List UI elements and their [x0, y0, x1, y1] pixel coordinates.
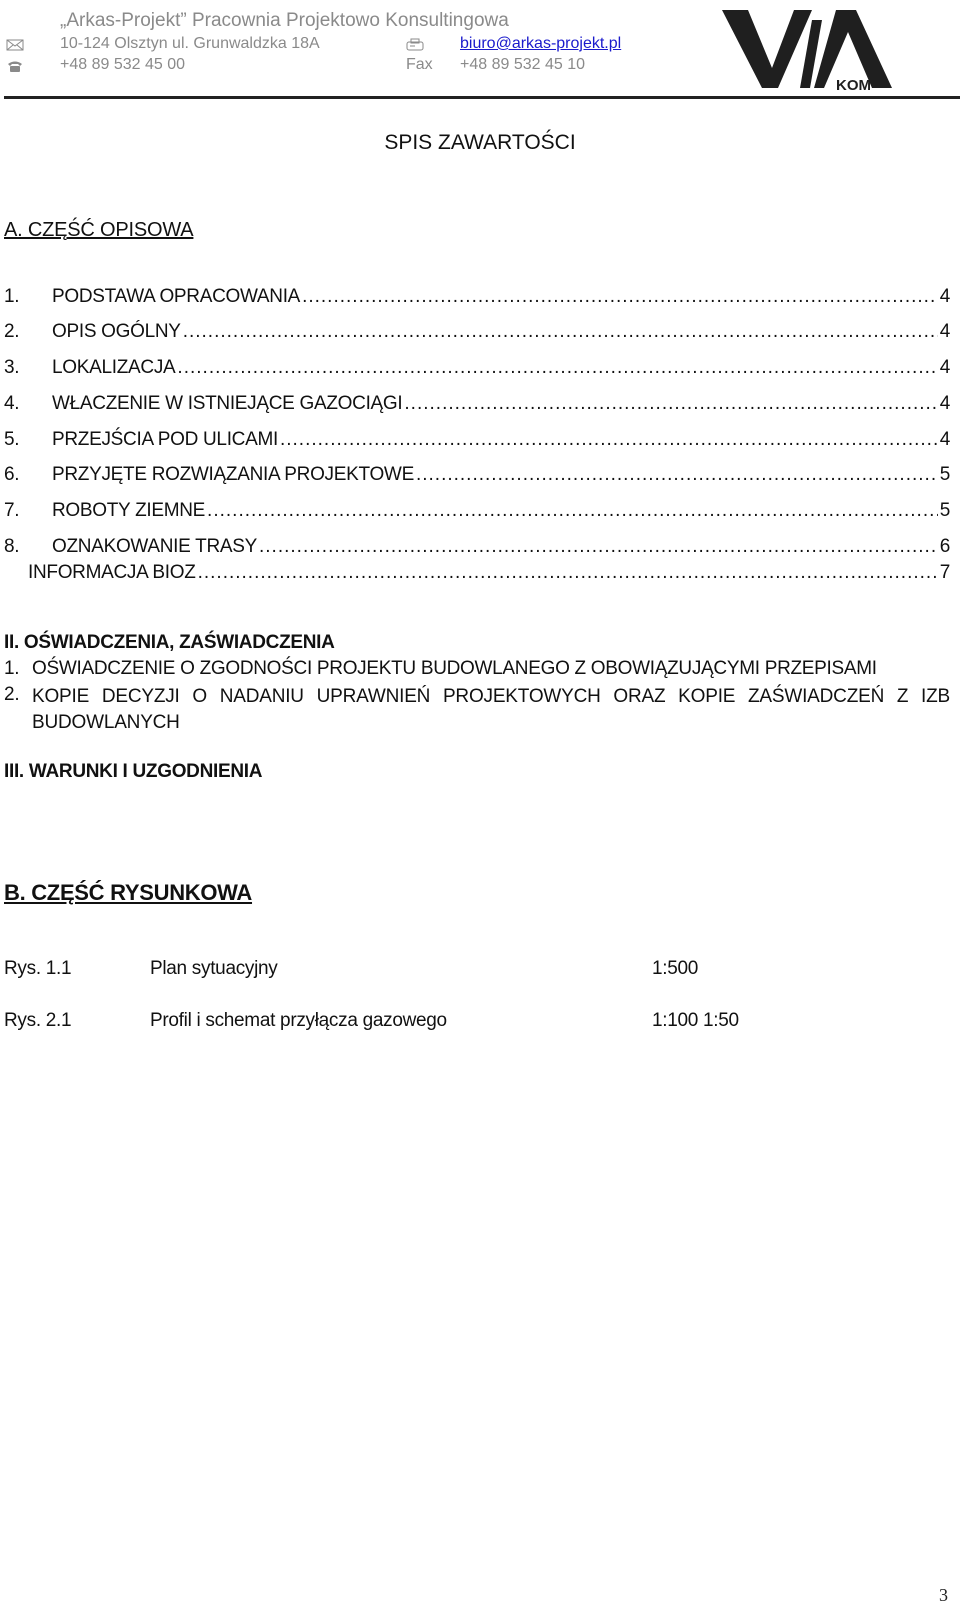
envelope-icon: [6, 38, 24, 52]
toc-row[interactable]: [4, 464, 950, 488]
email-link[interactable]: biuro@arkas-projekt.pl: [460, 35, 622, 52]
company-fax: +48 89 532 45 10: [460, 56, 586, 73]
toc-leader-dots: [416, 464, 938, 486]
toc-row[interactable]: [4, 393, 950, 417]
list-item-text: OŚWIADCZENIE O ZGODNOŚCI PROJEKTU BUDOWLANEGO Z OBOWIĄZUJĄCYMI PRZEPISAMI: [32, 658, 877, 679]
list-item-text: KOPIE DECYZJI O NADANIU UPRAWNIEŃ PROJEKTOWYCH ORAZ KOPIE ZAŚWIADCZEŃ Z IZB BUDOWLANYCH: [32, 686, 950, 733]
toc-title: OZNAKOWANIE TRASY: [52, 536, 257, 557]
toc-page: 6: [939, 536, 950, 557]
toc-number: 7.: [4, 500, 20, 521]
fax-icon: [406, 38, 424, 52]
toc-page: 4: [939, 321, 950, 342]
toc-title: OPIS OGÓLNY: [52, 321, 181, 342]
section-b-heading: B. CZĘŚĆ RYSUNKOWA: [4, 880, 253, 905]
section-a-heading: A. CZĘŚĆ OPISOWA: [4, 219, 194, 241]
drawing-row: [4, 958, 950, 984]
drawing-row: [4, 1010, 950, 1036]
toc-title: PRZEJŚCIA POD ULICAMI: [52, 429, 278, 450]
company-phone: +48 89 532 45 00: [60, 56, 186, 73]
fax-label: Fax: [406, 56, 433, 73]
drawing-name: Profil i schemat przyłącza gazowego: [150, 1010, 447, 1031]
toc-title: WŁACZENIE W ISTNIEJĄCE GAZOCIĄGI: [52, 393, 403, 414]
toc-leader-dots: [302, 286, 938, 308]
toc-page: 5: [939, 464, 950, 485]
drawing-id: Rys. 1.1: [4, 958, 72, 979]
toc-page: 4: [939, 429, 950, 450]
page-title: SPIS ZAWARTOŚCI: [384, 131, 576, 154]
toc-title: ROBOTY ZIEMNE: [52, 500, 206, 521]
toc-row-bioz[interactable]: [28, 562, 950, 586]
section-ii-heading: II. OŚWIADCZENIA, ZAŚWIADCZENIA: [4, 632, 335, 653]
page-number: 3: [939, 1585, 948, 1605]
drawing-id: Rys. 2.1: [4, 1010, 72, 1031]
phone-icon: [6, 59, 24, 73]
toc-number: 2.: [4, 321, 20, 342]
drawing-name: Plan sytuacyjny: [150, 958, 278, 979]
toc-leader-dots: [198, 562, 938, 584]
toc-title: PODSTAWA OPRACOWANIA: [52, 286, 301, 307]
toc-leader-dots: [177, 357, 937, 379]
list-item: [4, 658, 877, 680]
logo-sub-text: KOM: [836, 77, 871, 92]
toc-row[interactable]: [4, 429, 950, 453]
toc-leader-dots: [404, 393, 937, 415]
toc-page: 4: [939, 357, 950, 378]
toc-title: LOKALIZACJA: [52, 357, 176, 378]
viakom-logo: [716, 6, 896, 92]
toc-page: 5: [939, 500, 950, 521]
section-iii-heading: III. WARUNKI I UZGODNIENIA: [4, 761, 263, 782]
toc-leader-dots: [280, 429, 938, 451]
drawing-scale: 1:100 1:50: [652, 1010, 739, 1031]
toc-title: PRZYJĘTE ROZWIĄZANIA PROJEKTOWE: [52, 464, 414, 485]
toc-number: 5.: [4, 429, 20, 450]
toc-row[interactable]: [4, 357, 950, 381]
toc-page: 7: [939, 562, 950, 583]
toc-title: INFORMACJA BIOZ: [28, 562, 196, 583]
list-item-number: 1.: [4, 658, 20, 679]
toc-number: 4.: [4, 393, 20, 414]
toc-number: 6.: [4, 464, 20, 485]
toc-row[interactable]: [4, 286, 950, 310]
toc-leader-dots: [259, 536, 938, 558]
company-name: „Arkas-Projekt” Pracownia Projektowo Konsultingowa: [60, 10, 509, 31]
toc-row[interactable]: [4, 536, 950, 560]
toc-page: 4: [939, 393, 950, 414]
toc-leader-dots: [207, 500, 938, 522]
company-address: 10-124 Olsztyn ul. Grunwaldzka 18A: [60, 35, 320, 52]
toc-page: 4: [939, 286, 950, 307]
toc-row[interactable]: [4, 500, 950, 524]
list-item-number: 2.: [4, 684, 20, 705]
toc-number: 1.: [4, 286, 20, 307]
toc-row[interactable]: [4, 321, 950, 345]
toc-number: 8.: [4, 536, 20, 557]
header-rule: [4, 96, 960, 99]
drawing-scale: 1:500: [652, 958, 699, 979]
toc-leader-dots: [183, 321, 938, 343]
toc-number: 3.: [4, 357, 20, 378]
